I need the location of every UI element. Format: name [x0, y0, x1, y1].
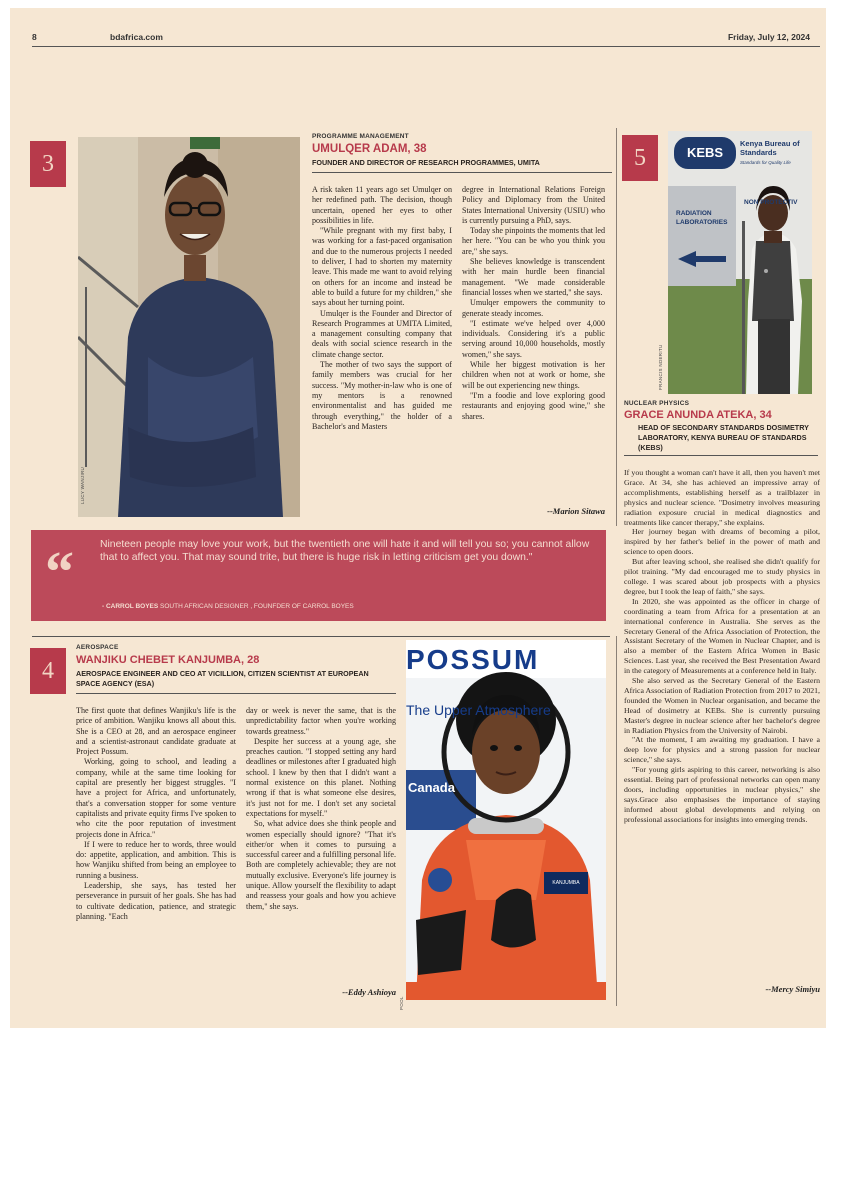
profile3-column-2	[462, 185, 605, 422]
quote-author: - CARROL BOYES	[102, 603, 159, 610]
profile4-rule	[76, 693, 396, 694]
paragraph: degree in International Relations Foreign Policy and Diplomacy from the United States International University (USIU) who is currently pursuing a PhD, says.	[462, 185, 605, 225]
paragraph: Today she pinpoints the moments that led her here. "You can be who you think you are," she says.	[462, 226, 605, 256]
umulqer-portrait-illustration	[78, 137, 300, 517]
profile5-kicker: NUCLEAR PHYSICS	[624, 400, 690, 407]
paragraph: day or week is never the same, that is the unpredictability factor when you're working towards greatness."	[246, 706, 396, 736]
quote-author-role: SOUTH AFRICAN DESIGNER , FOUNFDER OF CARROL BOYES	[160, 603, 354, 610]
kebs-sign-tagline: Standards for Quality Life	[740, 160, 791, 165]
paragraph: If I were to reduce her to words, three would do: appetite, application, and ambition. This is how Wanjiku shifted from being an employee to running a business.	[76, 839, 236, 880]
profile3-rule	[312, 172, 612, 173]
grace-photo-credit: FRANCIS NDERITU	[658, 344, 663, 390]
paragraph: She also served as the Secretary General of the Eastern Africa Association of Radiation Protection from 2017 to 2021, founded the Women in Nuclear organisation, and became the Head of dosimetry at KEBs. She is currently pursuing Master's degree in nuclear science after her bachelor's degree in Radiation Physics from the University of Nairobi.	[624, 676, 820, 735]
paragraph: "At the moment, I am awaiting my graduation. I have a deep love for physics and a strong passion for nuclear science," she says.	[624, 735, 820, 765]
pull-quote-text: Nineteen people may love your work, but the twentieth one will hate it and will tell you so; you cannot allow that to affect you. That may sound trite, but there is huge risk in letting criticism get you down."	[100, 539, 590, 564]
pull-quote-attribution	[102, 603, 354, 610]
profile4-column-2	[246, 706, 396, 912]
paragraph: If you thought a woman can't have it all, then you haven't met Grace. At 34, she has achieved an impressive array of accomplishments, establishing herself as a trailblazer in physics and nuclear science. "Dosimetry involves measuring radiation exposure crucial in medical diagnostics and treatments like cancer therapy," she explains.	[624, 468, 820, 527]
column-divider	[616, 636, 617, 1006]
profile4-name: WANJIKU CHEBET KANJUMBA, 28	[76, 654, 260, 666]
umulqer-photo-credit: LUCY WANJIRU	[80, 466, 85, 504]
paragraph: Despite her success at a young age, she preaches caution. "I stopped setting any hard deadlines or milestones after I graduated high school. I knew by then that I didn't want a normal existence on this planet. Nothing wrong if that is what someone else desires, it's just not for me. I don't set any societal expectations for myself."	[246, 736, 396, 818]
canada-backdrop-text: Canada	[408, 780, 455, 795]
paragraph: "For young girls aspiring to this career, networking is also essential. Being part of professional networks can open many doors, including opportunities in nuclear physics," she says.Grace also emphasises the importance of staying informed about global developments and relying on professional associations for insights into emerging trends.	[624, 765, 820, 824]
kebs-logo: KEBS	[674, 137, 736, 169]
profile4-top-rule	[32, 636, 610, 637]
paragraph: "I estimate we've helped over 4,000 individuals. Considering it's a public serving around 10,000 households, mostly women," she says.	[462, 318, 605, 359]
newspaper-page	[10, 8, 826, 1028]
protective-sign: NON PROTECTIV	[744, 199, 798, 206]
paragraph: While her biggest motivation is her children when not at work or home, she will be out experiencing new things.	[462, 360, 605, 390]
backdrop-subtitle: The Upper Atmosphere	[406, 702, 551, 718]
profile4-byline: --Eddy Ashioya	[342, 987, 396, 997]
issue-date: Friday, July 12, 2024	[727, 32, 810, 42]
possum-backdrop-text: POSSUM	[406, 644, 540, 675]
profile4-column-1	[76, 706, 236, 922]
paragraph: "I'm a foodie and love exploring good restaurants and enjoying good wine," she shares.	[462, 390, 605, 421]
paragraph: The mother of two says the support of family members was crucial for her success. "My mother-in-law who is one of my mentors is a renowned environmentalist and has guided me through everything," the holder of a Bachelor's and Masters	[312, 360, 452, 431]
profile-number-5: 5	[622, 135, 658, 181]
grace-portrait-illustration	[668, 131, 812, 394]
header-rule	[32, 46, 820, 47]
quote-mark-icon: “	[45, 539, 74, 604]
profile5-role: HEAD OF SECONDARY STANDARDS DOSIMETRY LABORATORY, KENYA BUREAU OF STANDARDS (KEBS)	[638, 423, 809, 452]
paragraph: Working, going to school, and leading a company, while at the same time looking for capital are presently her biggest struggles. "I have a project for Africa, and unfortunately, that's a conversation stopper for some venture capitalists and private equity firms I've spoken to who cite the poor reputation of investment projects done in Africa."	[76, 757, 236, 839]
paragraph: Leadership, she says, has tested her perseverance in pursuit of her goals. She has had to cultivate dedication, patience, and strategic planning. "Each	[76, 881, 236, 921]
paragraph: But after leaving school, she realised she didn't qualify for pilot training. "My dad encouraged me to study physics in college. I was scared about job prospects with a physics degree, but I took the leap of faith," she says.	[624, 557, 820, 596]
page-number: 8	[32, 32, 37, 42]
paragraph: The first quote that defines Wanjiku's life is the price of ambition. Wanjiku knows all about this. She is a CEO at 28, and an aerospace engineer and a scientist-astronaut candidate graduate at Project Possum.	[76, 706, 236, 757]
paragraph: A risk taken 11 years ago set Umulqer on her redefined path. The decision, though uncertain, opened her eyes to other possibilities in life.	[312, 185, 452, 225]
suit-name-patch: KANJUMBA	[552, 880, 580, 886]
umulqer-photo	[78, 137, 300, 517]
profile5-byline: --Mercy Simiyu	[765, 984, 820, 994]
paragraph: Umulqer empowers the community to generate steady incomes.	[462, 298, 605, 318]
wanjiku-photo-credit: POOL	[399, 996, 404, 1010]
profile5-column	[624, 468, 820, 825]
kebs-sign-title: Kenya Bureau of Standards	[740, 139, 800, 157]
grace-photo	[668, 131, 812, 394]
paragraph: Umulqer is the Founder and Director of Research Programmes at UMITA Limited, a management consulting company that deals with social science research in the climate change sector.	[312, 308, 452, 359]
paragraph: In 2020, she was appointed as the officer in charge of coordinating a team from Africa for a presentation at an international conference in Australia. She serves as the Secretary General of the Africa Association of Protection, the Assistant Secretary of the Women in Nuclear Chapter, and is also a member of the Eastern Africa Women in Basic Sciences. Last year, she received the Best Presentation Award in the category of Measurements at a conference held in Italy.	[624, 596, 820, 676]
profile4-role: AEROSPACE ENGINEER AND CEO AT VICILLION, CITIZEN SCIENTIST AT EUROPEAN SPACE AGENCY (ESA)	[76, 669, 369, 688]
profile3-byline: --Marion Sitawa	[547, 506, 605, 516]
radiation-lab-sign: RADIATION LABORATORIES	[676, 210, 728, 226]
profile3-column-1	[312, 185, 452, 432]
wanjiku-portrait-illustration	[406, 640, 606, 1000]
profile-number-3: 3	[30, 141, 66, 187]
paragraph: "While pregnant with my first baby, I was working for a fast-paced organisation and due to the numerous projects I needed to deliver, I had to shorten my maternity leave. This made me want to avoid relying on others for an income and instead be able to build a future for my children," she says about her turning point.	[312, 226, 452, 308]
column-divider	[616, 128, 617, 526]
paragraph: She believes knowledge is transcendent with her main hurdle been financial management. "We made considerable financial losses when we started," she says.	[462, 257, 605, 297]
profile3-name: UMULQER ADAM, 38	[312, 143, 427, 155]
paragraph: Her journey began with dreams of becoming a pilot, inspired by her father's belief in the power of math and science to open doors.	[624, 527, 820, 557]
profile5-rule	[624, 455, 818, 456]
profile5-name: GRACE ANUNDA ATEKA, 34	[624, 409, 772, 421]
paragraph: So, what advice does she think people and women especially should ignore? "That it's either/or when it comes to pursuing a successful career and a fulfilling personal life. Both are completely achievable; they are not mutually exclusive. Everyone's life journey is unique. Allow yourself the flexibility to adapt and reassess your goals and how you achieve them," she says.	[246, 819, 396, 911]
profile3-kicker: PROGRAMME MANAGEMENT	[312, 133, 409, 140]
pull-quote-box	[31, 530, 606, 621]
wanjiku-photo	[406, 640, 606, 1000]
profile4-kicker: AEROSPACE	[76, 644, 119, 651]
site-name: bdafrica.com	[110, 32, 163, 42]
profile3-role: FOUNDER AND DIRECTOR OF RESEARCH PROGRAMMES, UMITA	[312, 158, 540, 167]
profile-number-4: 4	[30, 648, 66, 694]
